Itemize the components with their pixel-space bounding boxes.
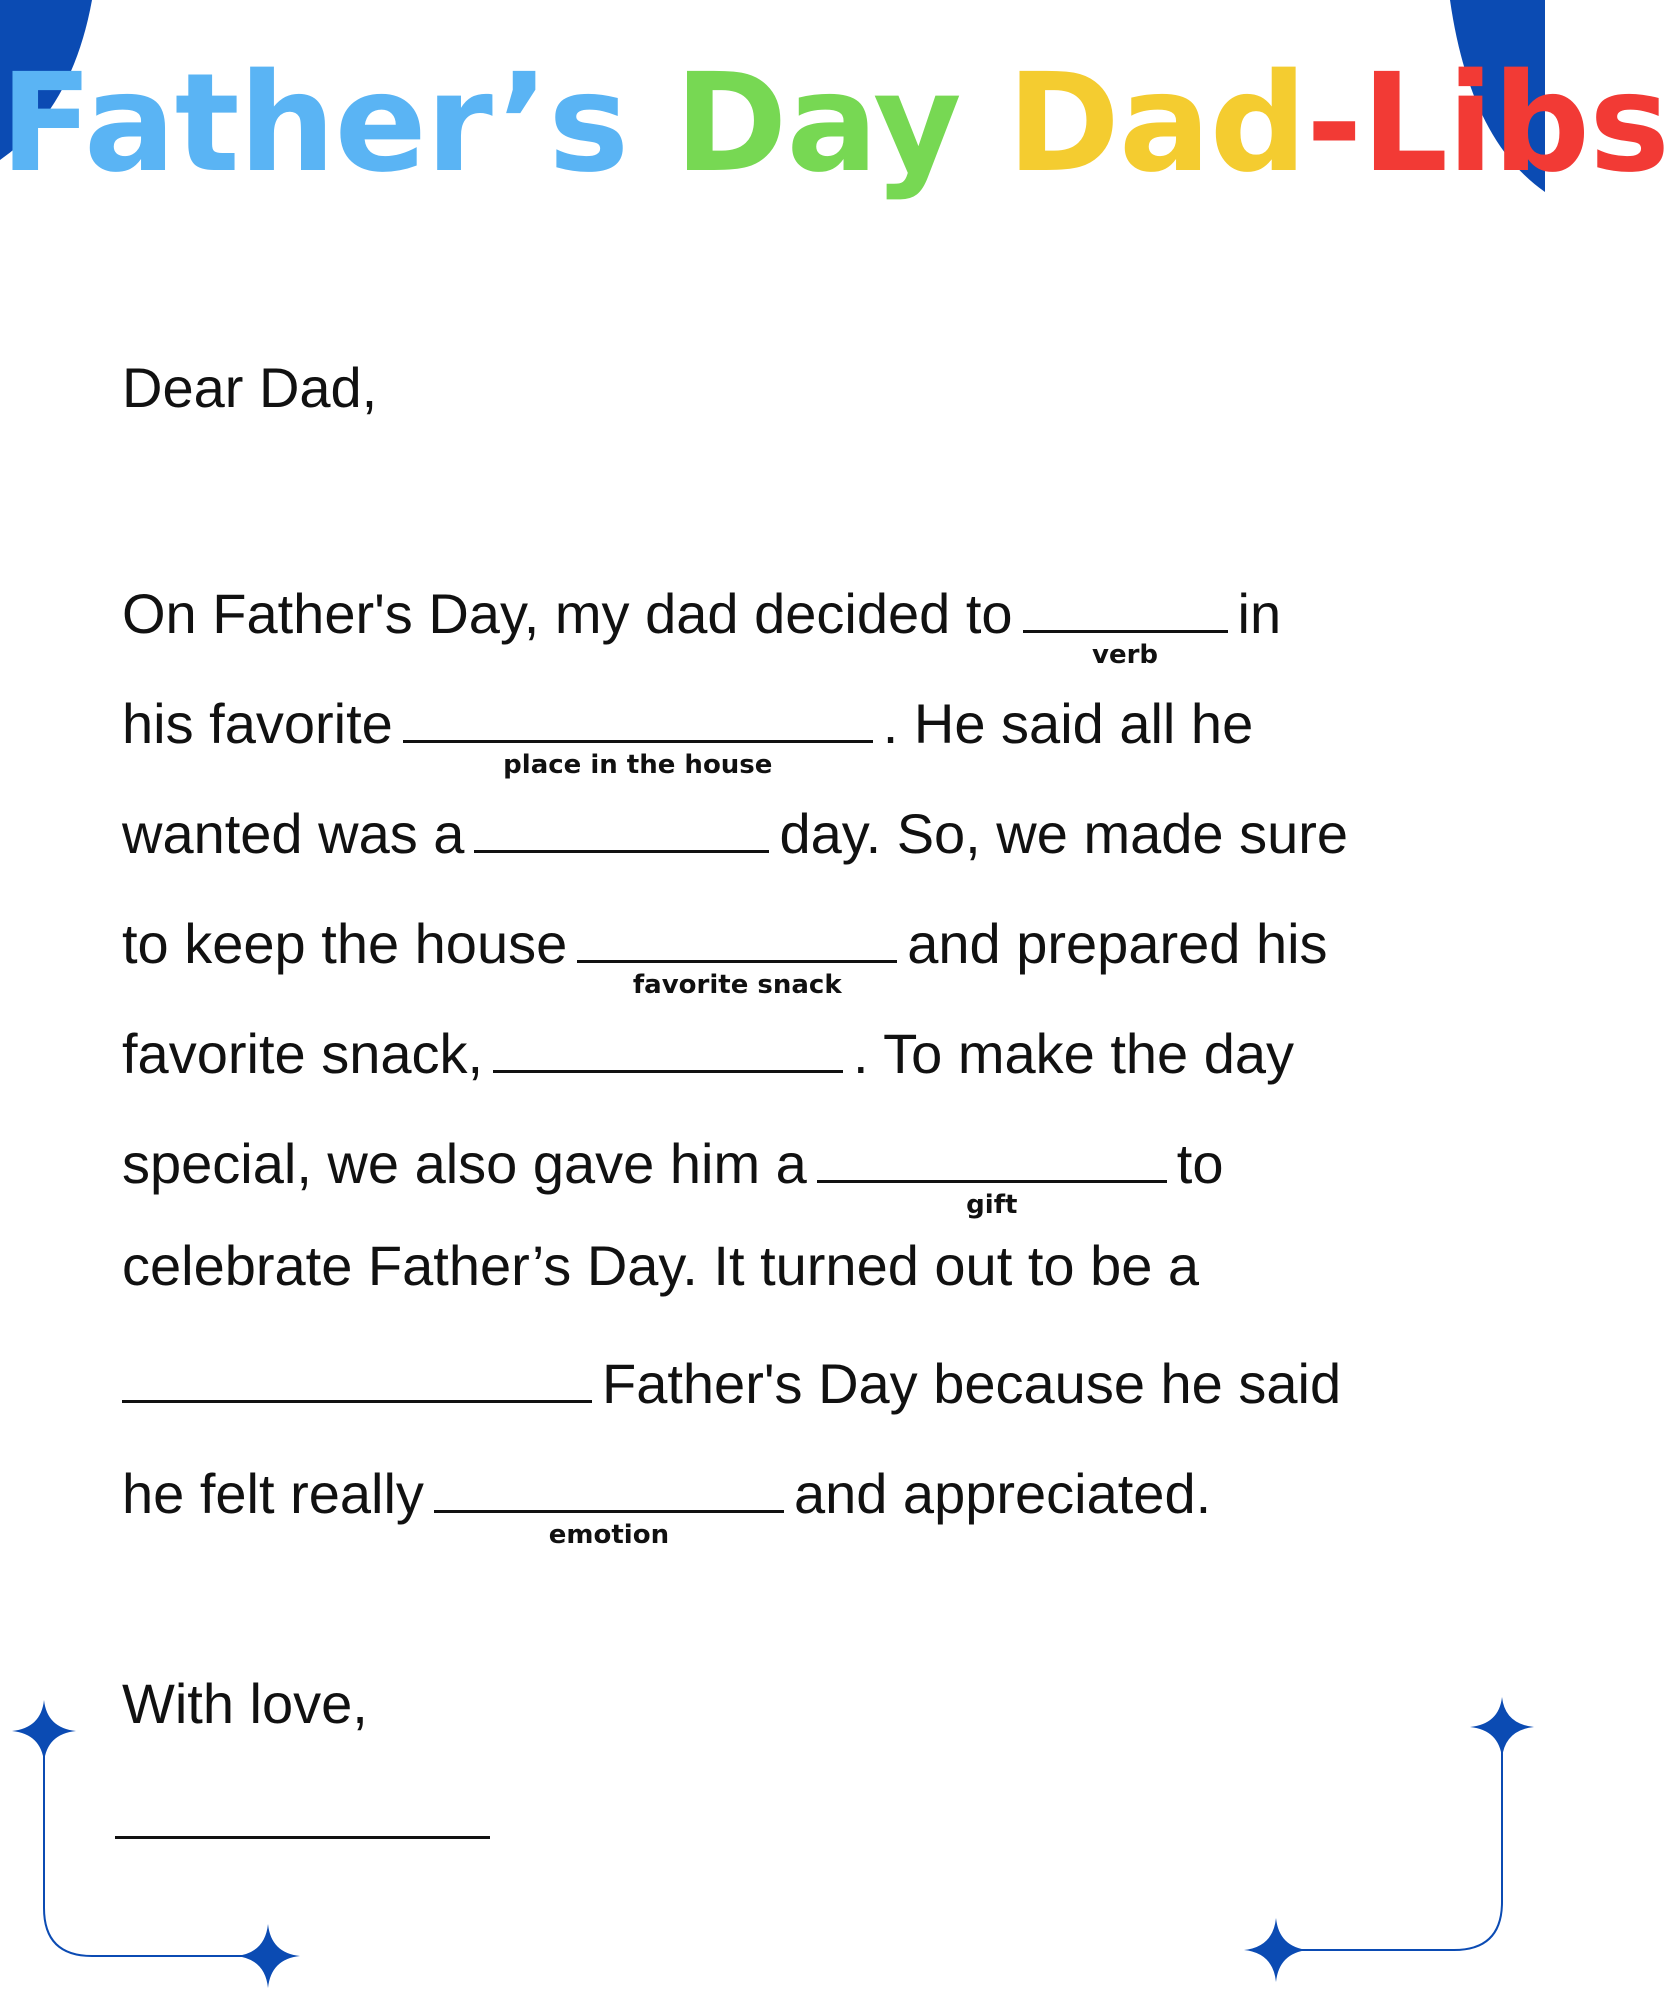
page-title — [0, 45, 1669, 203]
signature-blank[interactable] — [115, 1836, 490, 1839]
hint-label: emotion — [548, 1520, 670, 1550]
hint-label: favorite snack — [632, 970, 842, 1000]
story-line-8: Father's Day because he said — [122, 1348, 1341, 1412]
story-line-1: On Father's Day, my dad decided to verb in — [122, 578, 1281, 642]
story-line-7: celebrate Father’s Day. It turned out to be a — [122, 1234, 1200, 1297]
bottom-left-frame-line — [44, 1740, 268, 1956]
bottom-right-frame-line — [1276, 1735, 1502, 1950]
blank-emotion[interactable] — [434, 1458, 784, 1550]
blank-adjective-2[interactable] — [122, 1348, 592, 1403]
story-line-4: to keep the house favorite snack and prepared his — [122, 908, 1328, 972]
blank-favorite-snack[interactable] — [493, 1018, 843, 1073]
hint-label: place in the house — [503, 750, 773, 780]
blank-gift[interactable] — [817, 1128, 1167, 1220]
sparkle-icon — [1244, 1918, 1308, 1982]
title-word-fathers: Father’s — [0, 45, 629, 203]
blank-verb[interactable] — [1023, 578, 1228, 670]
sparkle-icon — [1470, 1697, 1534, 1758]
title-word-libs: -Libs — [1306, 45, 1669, 203]
closing: With love, — [122, 1672, 368, 1735]
greeting: Dear Dad, — [122, 356, 378, 419]
story-line-3: wanted was a day. So, we made sure — [122, 798, 1348, 862]
blank-adjective[interactable] — [474, 798, 769, 853]
hint-label: gift — [966, 1190, 1018, 1220]
sparkle-icon — [236, 1924, 300, 1988]
story-line-6: special, we also gave him a gift to — [122, 1128, 1224, 1192]
story-line-9: he felt really emotion and appreciated. — [122, 1458, 1211, 1522]
story-line-2: his favorite place in the house . He said all he — [122, 688, 1253, 752]
blank-place-in-house[interactable] — [403, 688, 873, 780]
title-word-day: Day — [674, 45, 961, 203]
story-line-5: favorite snack, . To make the day — [122, 1018, 1294, 1082]
hint-label: verb — [1092, 640, 1159, 670]
blank-house-state[interactable] — [577, 908, 897, 1000]
sparkle-icon — [12, 1700, 76, 1762]
title-word-dad: Dad — [1007, 45, 1307, 203]
